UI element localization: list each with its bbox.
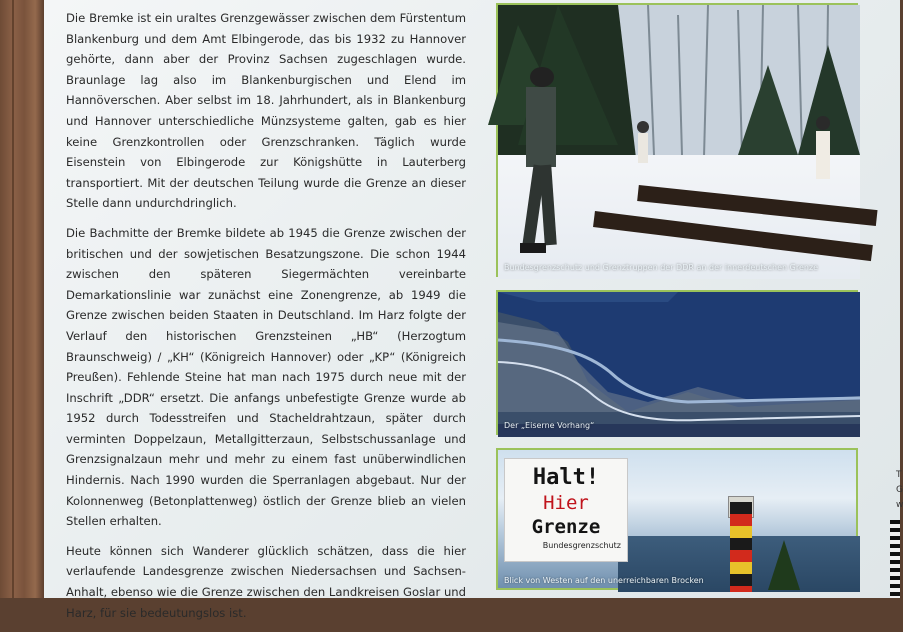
photo-caption: Bundesgrenzschutz und Grenztruppen der DDR an der innerdeutschen Grenze [504, 263, 819, 272]
photo-border-guards [496, 3, 858, 277]
sign-text-halt: Halt! [532, 465, 600, 490]
photo-halt-sign [496, 448, 858, 590]
edge-letter: G [896, 485, 903, 495]
halt-sign [504, 458, 628, 562]
wooden-frame [0, 0, 44, 598]
edge-letter: w [896, 500, 903, 510]
text-column [66, 8, 466, 632]
information-panel [44, 0, 903, 620]
guards-figures [498, 5, 860, 279]
paragraph-history: Die Bremke ist ein uraltes Grenzgewässer zwischen dem Fürstentum Blankenburg und dem Amt Elbingerode, das bis 1932 zu Hannover gehörte, dann aber der Provinz Sachsen zugeschlagen wurde. Braunlage lag also im Blankenburgischen und Elend im Hannöverschen. Aber selbst im 18. Jahrhundert, als in Blankenburg und Hannover unterschiedliche Münzsysteme galten, gab es hier keine Grenzkontrollen oder Grenzschranken. Täglich wurde Eisenstein von Elbingerode zur Königshütte in Lauterberg transportiert. Mit der deutschen Teilung wurde die Grenze an dieser Stelle dann undurchdringlich. [66, 11, 466, 211]
sign-text-bgs: Bundesgrenzschutz [542, 541, 621, 550]
aerial-landscape [498, 292, 860, 437]
edge-letter: T [896, 470, 902, 480]
paragraph-division: Die Bachmitte der Bremke bildete ab 1945 die Grenze zwischen der britischen und der sowjetischen Besatzungszone. Die schon 1944 zwischen den späteren Siegermächten vereinbarte Demarkationslinie war zunächst eine Zonengrenze, ab 1949 die Grenze zwischen beiden Staaten in Deutschland. Im Harz folgte der Verlauf den historischen Grenzsteinen „HB“ (Herzogtum Braunschweig) / „KH“ (Königreich Hannover) oder „KP“ (Königreich Preußen). Fehlende Steine hat man nach 1975 durch neue mit der Inschrift „DDR“ ersetzt. Die anfangs unbefestigte Grenze wurde ab 1952 durch Todesstreifen und Stacheldrahtzaun, später durch verminten Doppelzaun, Metallgitterzaun, Selbstschussanlage und Grenzsignalzaun mehr und mehr zu einem fast unüberwindlichen Hindernis. Nach 1990 wurden die Sperranlagen abgebaut. Nur der Kolonnenweg (Betonplattenweg) östlich der Grenze blieb an vielen Stellen erhalten. [66, 225, 466, 529]
paragraph-today: Heute können sich Wanderer glücklich schätzen, dass die hier verlaufende Landesgrenze zwischen Niedersachsen und Sachsen-Anhalt, ebenso wie die Grenze zwischen den Landkreisen Goslar und Harz, für sie bedeutungslos ist. [66, 543, 466, 620]
photo-iron-curtain [496, 290, 858, 435]
sign-text-hier: Hier [543, 492, 589, 514]
edge-text [896, 468, 903, 513]
sign-text-grenze: Grenze [531, 516, 601, 538]
photo-caption: Der „Eiserne Vorhang“ [504, 421, 595, 430]
fir-tree [768, 540, 800, 590]
qr-code-fragment [890, 520, 900, 598]
border-post [730, 502, 752, 592]
photo-caption: Blick von Westen auf den unerreichbaren Brocken [504, 576, 704, 585]
